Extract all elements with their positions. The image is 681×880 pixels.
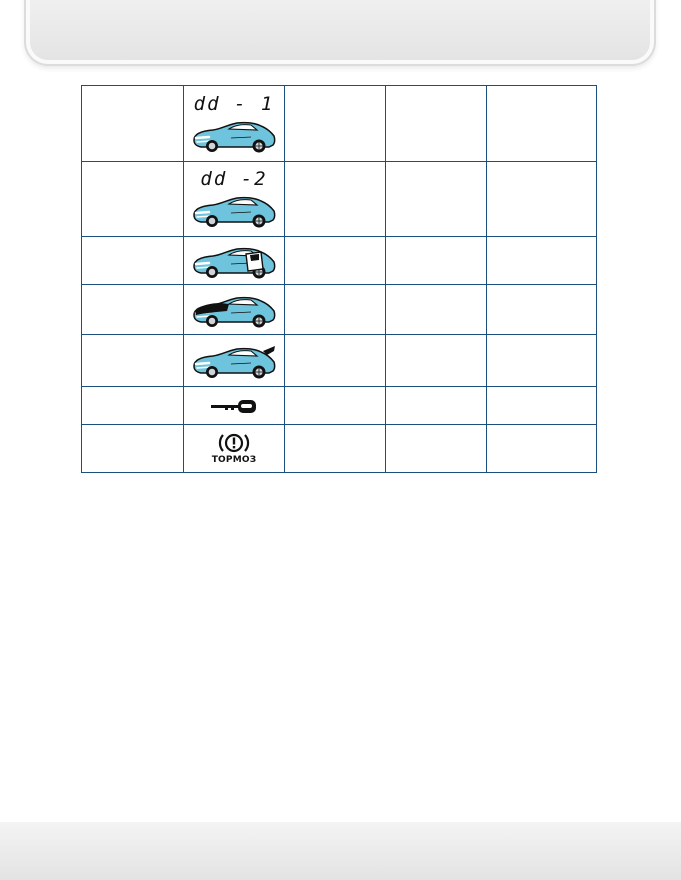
icon-cell	[184, 425, 285, 473]
table-cell	[285, 425, 386, 473]
table-cell	[487, 335, 597, 387]
table-cell	[386, 387, 487, 425]
icon-cell	[184, 387, 285, 425]
car-icon	[191, 191, 277, 229]
table-row	[82, 335, 597, 387]
table-cell	[285, 86, 386, 162]
table-cell	[487, 86, 597, 162]
table-cell	[285, 237, 386, 285]
table-cell	[82, 335, 184, 387]
table-row	[82, 285, 597, 335]
icon-cell	[184, 285, 285, 335]
table-cell	[386, 86, 487, 162]
table-cell	[285, 162, 386, 237]
table-row	[82, 387, 597, 425]
brake-warning-icon	[216, 432, 252, 454]
table-cell	[82, 425, 184, 473]
table-row	[82, 86, 597, 162]
table-cell	[386, 425, 487, 473]
brake-label: ТОРМОЗ	[211, 455, 257, 465]
key-icon	[210, 398, 258, 414]
car-trunk-open-icon	[191, 342, 277, 380]
lcd-display-text: dd - 1	[193, 92, 275, 115]
table-cell	[82, 237, 184, 285]
table-cell	[386, 285, 487, 335]
table-cell	[82, 86, 184, 162]
icon-cell	[184, 162, 285, 237]
icon-cell	[184, 86, 285, 162]
table-row	[82, 425, 597, 473]
table-cell	[487, 425, 597, 473]
table-cell	[386, 237, 487, 285]
table-cell	[386, 335, 487, 387]
table-cell	[487, 162, 597, 237]
header-panel	[30, 0, 650, 60]
table-row	[82, 237, 597, 285]
footer-band	[0, 822, 681, 880]
table-cell	[285, 387, 386, 425]
status-table	[81, 85, 597, 473]
table-cell	[82, 285, 184, 335]
table-cell	[386, 162, 487, 237]
icon-cell	[184, 237, 285, 285]
car-hood-open-icon	[191, 291, 277, 329]
table-cell	[487, 285, 597, 335]
car-icon	[191, 116, 277, 154]
table-cell	[487, 237, 597, 285]
table-cell	[82, 162, 184, 237]
icon-cell	[184, 335, 285, 387]
car-door-open-icon	[191, 242, 277, 280]
lcd-display-text: dd -2	[200, 168, 268, 190]
table-cell	[285, 285, 386, 335]
table-row	[82, 162, 597, 237]
table-cell	[487, 387, 597, 425]
table-cell	[285, 335, 386, 387]
table-cell	[82, 387, 184, 425]
